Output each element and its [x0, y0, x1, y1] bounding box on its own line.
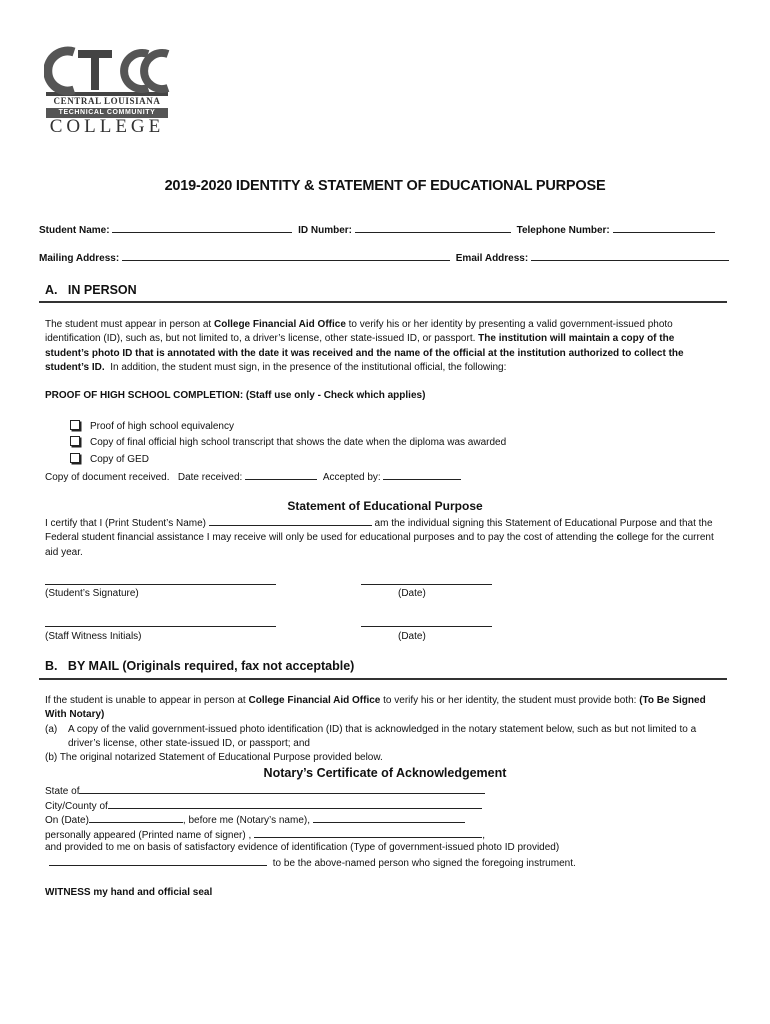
section-a-text-3: In addition, the student must sign, in the presence of the institutional official, the following: [104, 361, 507, 373]
item-a-label: (a) [45, 724, 58, 735]
staff-date-line[interactable] [361, 626, 492, 627]
page-title: 2019-2020 IDENTITY & STATEMENT OF EDUCATIONAL PURPOSE [164, 178, 606, 194]
statement-text-1: I certify that I (Print Student’s Name) [45, 518, 209, 529]
checkbox-icon[interactable] [70, 453, 80, 463]
student-date-line[interactable] [361, 584, 492, 585]
email-address-field[interactable] [531, 250, 729, 261]
on-date-field[interactable] [89, 812, 183, 823]
statement-text-2: am the individual signing this Statement of Educational Purpose and that the Federal student financial assistance I may receive will only be used for educational purposes and to pay the cost of attending the [45, 518, 713, 544]
student-name-row [39, 222, 715, 238]
telephone-label: Telephone Number: [516, 225, 610, 236]
accepted-by-field[interactable] [383, 469, 461, 480]
on-date-label: On (Date) [45, 815, 89, 826]
checkbox-icon[interactable] [70, 436, 80, 446]
financial-aid-office-text: College Financial Aid Office [214, 319, 346, 330]
student-signature-label: (Student’s Signature) [45, 588, 139, 599]
statement-text-3: ollege for the current aid year. [45, 532, 714, 558]
financial-aid-office-text-b: College Financial Aid Office [248, 695, 381, 706]
student-name-label: Student Name: [39, 225, 110, 236]
personally-appeared-label: personally appeared (Printed name of signer) , [45, 830, 252, 841]
staff-initials-line[interactable] [45, 626, 276, 627]
logo-line3: COLLEGE [49, 116, 165, 137]
section-b-text-2: to verify his or her identity, the student must provide both: [380, 695, 640, 706]
check-item-2 [70, 436, 506, 450]
notary-name-field[interactable] [313, 812, 465, 823]
check-label-1: Proof of high school equivalency [90, 421, 234, 432]
logo-line1: CENTRAL LOUISIANA [46, 96, 168, 106]
section-a-bold-text: The institution will maintain a copy of the student’s photo ID that is annotated with the date it was received and the name of the official at the institution authorized to collect the student’s ID. [45, 333, 684, 373]
id-type-row [49, 855, 576, 871]
mailing-address-field[interactable] [122, 250, 450, 261]
to-be-label: to be the above-named person who signed the foregoing instrument. [272, 858, 576, 869]
personally-comma: , [482, 830, 486, 841]
mailing-address-label: Mailing Address: [39, 253, 120, 264]
student-name-field[interactable] [112, 222, 292, 233]
proof-heading: PROOF OF HIGH SCHOOL COMPLETION: (Staff use only - Check which applies) [45, 390, 426, 401]
date-received-field[interactable] [245, 469, 317, 480]
city-county-label: City/County of [45, 801, 108, 812]
statement-bold-c: c [616, 532, 623, 544]
state-of-label: State of [45, 786, 80, 797]
section-a-paragraph [45, 318, 705, 375]
staff-initials-label: (Staff Witness Initials) [45, 631, 142, 642]
item-b-text: (b) The original notarized Statement of Educational Purpose provided below. [45, 752, 383, 763]
item-a-text: A copy of the valid government-issued photo identification (ID) that is acknowledged in the notary statement below, such as but not limited to a driver’s license, other state-issued ID, or passport; and [68, 724, 697, 750]
on-date-row [45, 812, 465, 828]
check-item-3 [70, 453, 149, 467]
student-date-label: (Date) [398, 588, 426, 599]
id-number-field[interactable] [355, 222, 511, 233]
notary-heading: Notary’s Certificate of Acknowledgement [263, 766, 507, 780]
email-address-label: Email Address: [455, 253, 529, 264]
signer-name-field[interactable] [254, 827, 482, 838]
student-signature-line[interactable] [45, 584, 276, 585]
notary-required-text: (To Be Signed With Notary) [45, 695, 706, 721]
section-b-text-1: If the student is unable to appear in person at [45, 695, 249, 706]
section-a-heading: A. IN PERSON [45, 283, 137, 297]
provided-text: and provided to me on basis of satisfactory evidence of identification (Type of government-issued photo ID provided) [45, 842, 560, 853]
statement-paragraph [45, 515, 725, 560]
section-a-text-1: The student must appear in person at [45, 319, 214, 330]
before-me-label: , before me (Notary’s name), [182, 815, 310, 826]
witness-text: WITNESS my hand and official seal [45, 887, 213, 898]
section-b-rule [39, 678, 727, 680]
state-of-field[interactable] [79, 783, 485, 794]
section-a-rule [39, 301, 727, 303]
address-row [39, 250, 729, 266]
statement-heading: Statement of Educational Purpose [287, 499, 483, 513]
college-logo [44, 44, 174, 140]
print-student-name-field[interactable] [209, 515, 372, 526]
id-number-label: ID Number: [298, 225, 353, 236]
telephone-field[interactable] [613, 222, 715, 233]
checkbox-icon[interactable] [70, 420, 80, 430]
section-b-paragraph [45, 694, 713, 723]
check-item-1 [70, 420, 234, 434]
state-of-row [45, 783, 485, 799]
item-a [45, 723, 713, 752]
copy-received-row [45, 469, 461, 485]
section-a-text-2: to verify his or her identity by presenting a valid government-issued photo identification (ID), such as, but not limited to, a driver’s license, other state-issued ID, or passport. [45, 319, 673, 345]
id-type-field[interactable] [49, 855, 267, 866]
accepted-by-label: Accepted by: [322, 472, 381, 483]
check-label-2: Copy of final official high school transcript that shows the date when the diploma was awarded [90, 437, 507, 448]
city-county-field[interactable] [108, 798, 482, 809]
copy-received-label: Copy of document received. Date received: [45, 472, 243, 483]
staff-date-label: (Date) [398, 631, 426, 642]
section-b-heading: B. BY MAIL (Originals required, fax not acceptable) [45, 659, 355, 673]
check-label-3: Copy of GED [90, 454, 149, 465]
logo-line2: TECHNICAL COMMUNITY [46, 108, 168, 118]
